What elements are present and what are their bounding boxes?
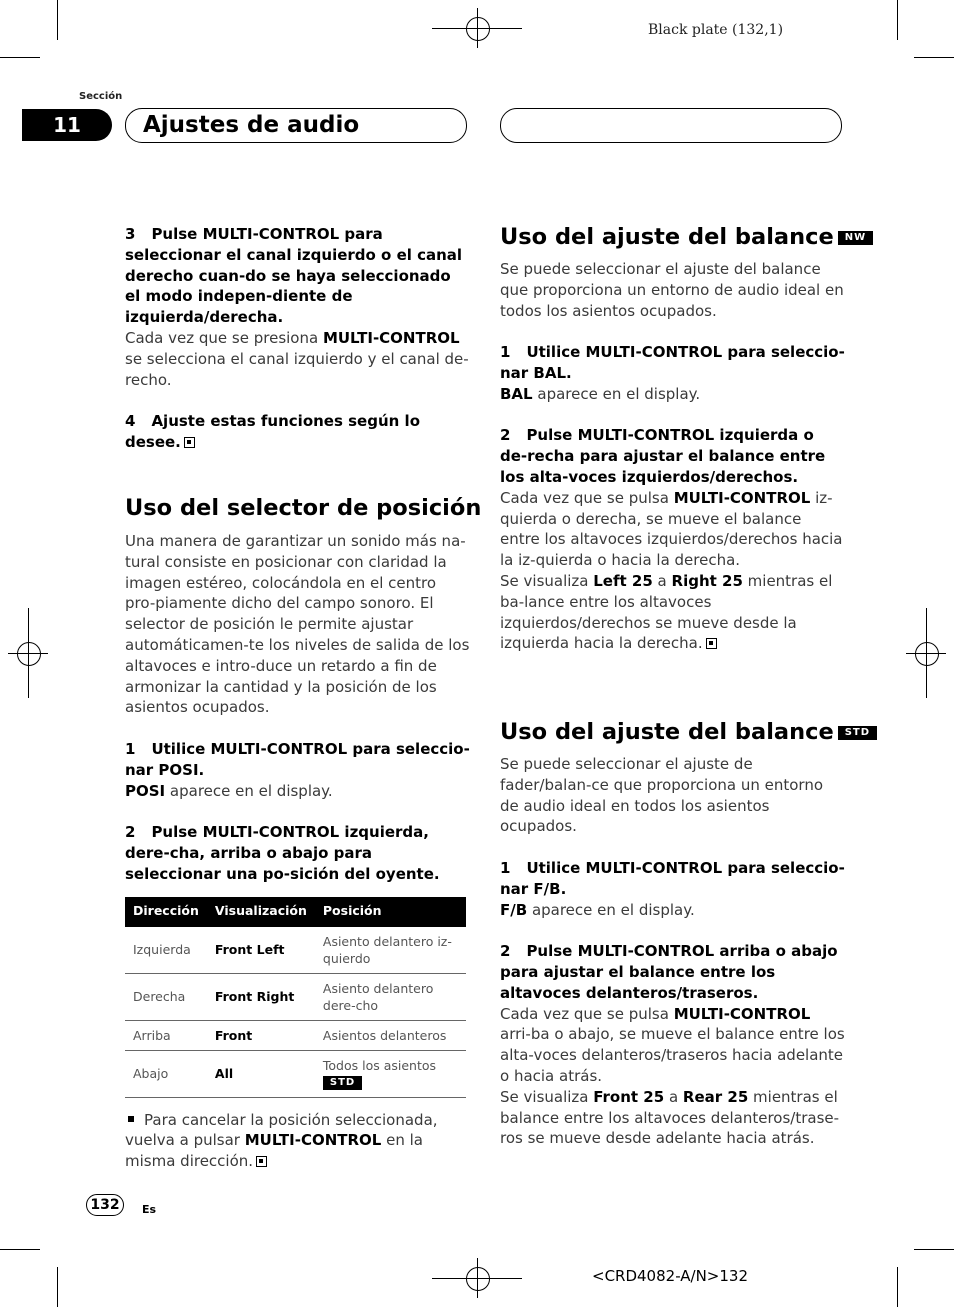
table-cell: Front Left [207, 927, 315, 974]
registration-circle [915, 642, 939, 666]
cancel-note: Para cancelar la posición seleccionada, vuelva a pulsar MULTI-CONTROL en la misma dirección. [125, 1110, 438, 1171]
table-cell: Asiento delantero dere-cho [315, 973, 466, 1020]
language-code: Es [142, 1203, 157, 1216]
balance-std-step-2-body2: Se visualiza Front 25 a Rear 25 mientras el balance entre los altavoces delanteros/trase-ros se mueve desde adelante hacia atrás. [500, 1087, 840, 1148]
balance-std-step-2: 2 Pulse MULTI-CONTROL arriba o abajo para ajustar el balance entre los altavoces delanteros/traseros. [500, 942, 838, 1002]
plate-label: Black plate (132,1) [648, 22, 784, 38]
table-cell: Asiento delantero iz-quierdo [315, 927, 466, 974]
balance-std-step-2-body: Cada vez que se pulsa MULTI-CONTROL arri-ba o abajo, se mueve el balance entre los alta-voces delanteros/traseros hacia adelante o hacia atrás. [500, 1004, 845, 1085]
table-cell: Izquierda [125, 927, 207, 974]
std-badge: STD [323, 1076, 362, 1090]
balance-std-step-1: 1 Utilice MULTI-CONTROL para seleccio-nar F/B. [500, 858, 845, 898]
table-cell: Front [207, 1020, 315, 1050]
crop-mark [914, 1249, 954, 1250]
nw-badge: NW [838, 231, 873, 245]
table-row [125, 1020, 466, 1050]
end-mark-icon [706, 638, 717, 649]
end-mark-icon [256, 1156, 267, 1167]
std-badge: STD [838, 726, 877, 740]
balance-nw-step-2-body2: Se visualiza Left 25 a Right 25 mientras el ba-lance entre los altavoces izquierdos/derechos se mueve desde la izquierda hacia la derecha. [500, 571, 833, 653]
table-cell: Derecha [125, 973, 207, 1020]
left-column [125, 224, 470, 453]
table-row [125, 1050, 466, 1097]
balance-std-intro: Se puede seleccionar el ajuste de fader/balan-ce que proporciona un entorno de audio ideal en todos los asientos ocupados. [500, 755, 823, 836]
right-column-balance-nw [500, 223, 867, 654]
step-4: 4 Ajuste estas funciones según lo desee. [125, 412, 420, 451]
crop-mark [897, 0, 898, 40]
table-header: Dirección [125, 897, 207, 927]
table-header: Visualización [207, 897, 315, 927]
balance-nw-step-2-body: Cada vez que se pulsa MULTI-CONTROL iz-quierda o derecha, se mueve el balance entre los altavoces izquierdos/derechos hacia la iz-quierda o hacia la derecha. [500, 488, 843, 570]
empty-header-pill [500, 108, 842, 143]
section-label: Sección [79, 91, 123, 102]
right-column-balance-std [500, 718, 871, 1149]
bullet-square-icon [128, 1116, 134, 1122]
balance-nw-step-1-body: BAL aparece en el display. [500, 384, 701, 403]
section-number: 11 [22, 109, 112, 141]
position-step-2: 2 Pulse MULTI-CONTROL izquierda, dere-cha, arriba o abajo para seleccionar una po-sición del oyente. [125, 823, 440, 883]
registration-circle [17, 642, 41, 666]
heading-position-selector: Uso del selector de posición [125, 495, 482, 521]
registration-circle [466, 1267, 490, 1291]
document-code: <CRD4082-A/N>132 [592, 1267, 749, 1285]
section-title: Ajustes de audio [143, 112, 360, 138]
table-header: Posición [315, 897, 466, 927]
balance-nw-intro: Se puede seleccionar el ajuste del balance que proporciona un entorno de audio ideal en todos los asientos ocupados. [500, 260, 844, 320]
registration-circle [466, 17, 490, 41]
crop-mark [914, 57, 954, 58]
table-cell: Asientos delanteros [315, 1020, 466, 1050]
position-intro: Una manera de garantizar un sonido más na-tural consiste en posicionar con claridad la imagen estéreo, colocándola en el centro pro-piamente dicho del campo sonoro. El selector de posición le permite ajustar automáticamen-te los niveles de salida de los altavoces e intro-duce un retardo a fin de armonizar la cantidad y la posición de los asientos ocupados. [125, 532, 470, 717]
crop-mark [57, 0, 58, 40]
position-step-1: 1 Utilice MULTI-CONTROL para seleccio-nar POSI. [125, 739, 470, 779]
position-step-1-body: POSI aparece en el display. [125, 781, 333, 800]
crop-mark [57, 1267, 58, 1307]
table-row [125, 973, 466, 1020]
table-cell: Todos los asientos STD [315, 1050, 466, 1097]
crop-mark [897, 1267, 898, 1307]
end-mark-icon [184, 437, 195, 448]
position-table [125, 897, 466, 1098]
table-cell: Abajo [125, 1050, 207, 1097]
table-cell: Front Right [207, 973, 315, 1020]
crop-mark [0, 1249, 40, 1250]
balance-nw-step-2: 2 Pulse MULTI-CONTROL izquierda o de-recha para ajustar el balance entre los alta-voces izquierdos/derechos. [500, 426, 826, 486]
table-cell: All [207, 1050, 315, 1097]
step-3: 3 Pulse MULTI-CONTROL para seleccionar el canal izquierdo o el canal derecho cuan-do se haya seleccionado el modo indepen-diente de izquierda/derecha. [125, 225, 463, 327]
step-3-body: Cada vez que se presiona MULTI-CONTROL se selecciona el canal izquierdo y el canal de-recho. [125, 328, 469, 389]
balance-nw-step-1: 1 Utilice MULTI-CONTROL para seleccio-nar BAL. [500, 343, 845, 382]
balance-std-step-1-body: F/B aparece en el display. [500, 900, 695, 919]
heading-balance-std: Uso del ajuste del balance STD [500, 718, 845, 746]
table-cell: Arriba [125, 1020, 207, 1050]
heading-balance-nw: Uso del ajuste del balance NW [500, 223, 845, 251]
table-row [125, 927, 466, 974]
table-header-row [125, 897, 466, 927]
crop-mark [0, 57, 40, 58]
left-column-section [125, 494, 482, 1172]
page-number: 132 [86, 1194, 124, 1216]
